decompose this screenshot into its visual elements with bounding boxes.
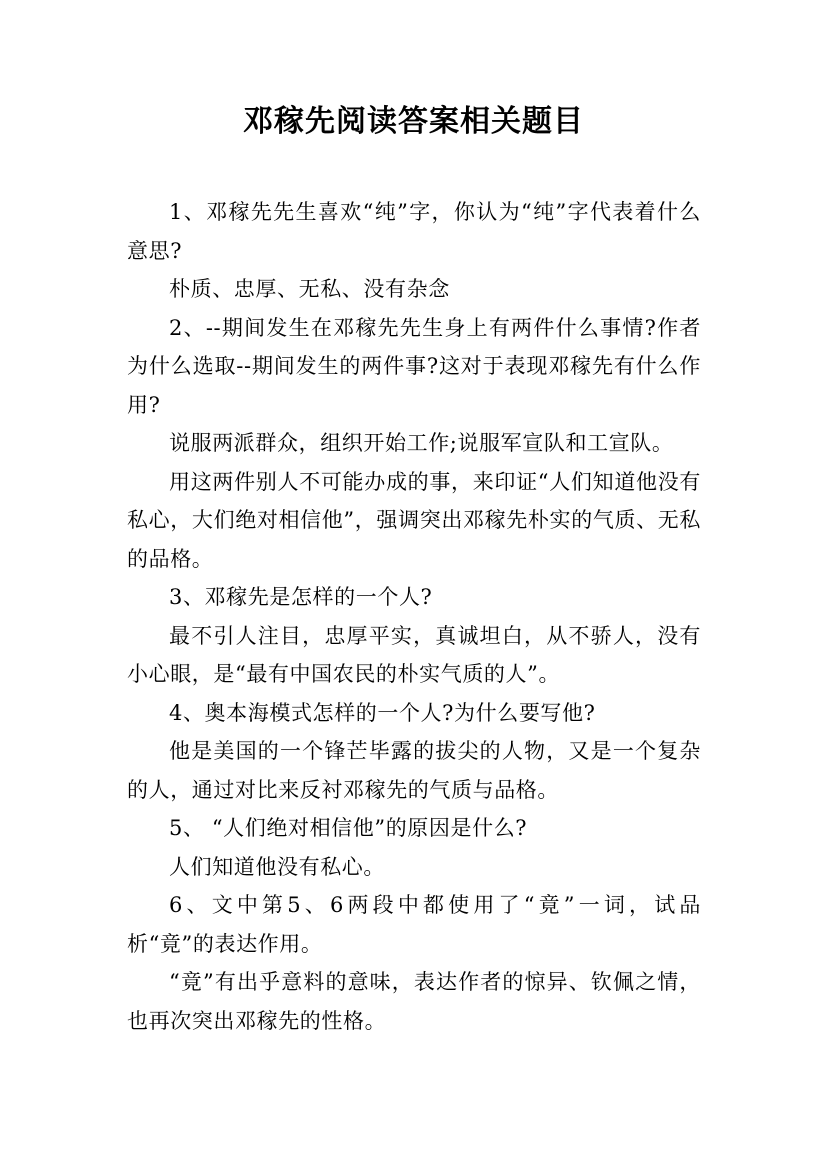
answer-1: 朴质、忠厚、无私、没有杂念: [169, 277, 450, 301]
answer-6: “竟”有出乎意料的意味，表达作者的惊异、钦佩之情，也再次突出邓稼先的性格。: [127, 970, 701, 1033]
answer-3: 最不引人注目，忠厚平实，真诚坦白，从不骄人，没有小心眼，是“最有中国农民的朴实气质的人”。: [127, 623, 701, 686]
question-2: 2、--期间发生在邓稼先先生身上有两件什么事情?作者为什么选取--期间发生的两件事?这对于表现邓稼先有什么作用?: [127, 315, 701, 417]
answer-2-part-1: 说服两派群众，组织开始工作;说服军宣队和工宣队。: [169, 431, 674, 455]
answer-2-part-2: 用这两件别人不可能办成的事，来印证“人们知道他没有私心，大们绝对相信他”，强调突出邓稼先朴实的气质、无私的品格。: [127, 469, 701, 571]
answer-4: 他是美国的一个锋芒毕露的拔尖的人物，又是一个复杂的人，通过对比来反衬邓稼先的气质与品格。: [127, 739, 701, 802]
question-3: 3、邓稼先是怎样的一个人?: [169, 585, 433, 609]
document-body: [127, 193, 701, 1040]
question-4: 4、奥本海模式怎样的一个人?为什么要写他?: [169, 700, 596, 725]
document-title: 邓稼先阅读答案相关题目: [243, 104, 584, 139]
question-1: 1、邓稼先先生喜欢“纯”字，你认为“纯”字代表着什么意思?: [127, 200, 701, 263]
question-6: 6、文中第5、6两段中都使用了“竟”一词，试品析“竟”的表达作用。: [127, 893, 701, 956]
question-5: 5、 “人们绝对相信他”的原因是什么?: [169, 816, 528, 840]
answer-5: 人们知道他没有私心。: [169, 854, 385, 879]
